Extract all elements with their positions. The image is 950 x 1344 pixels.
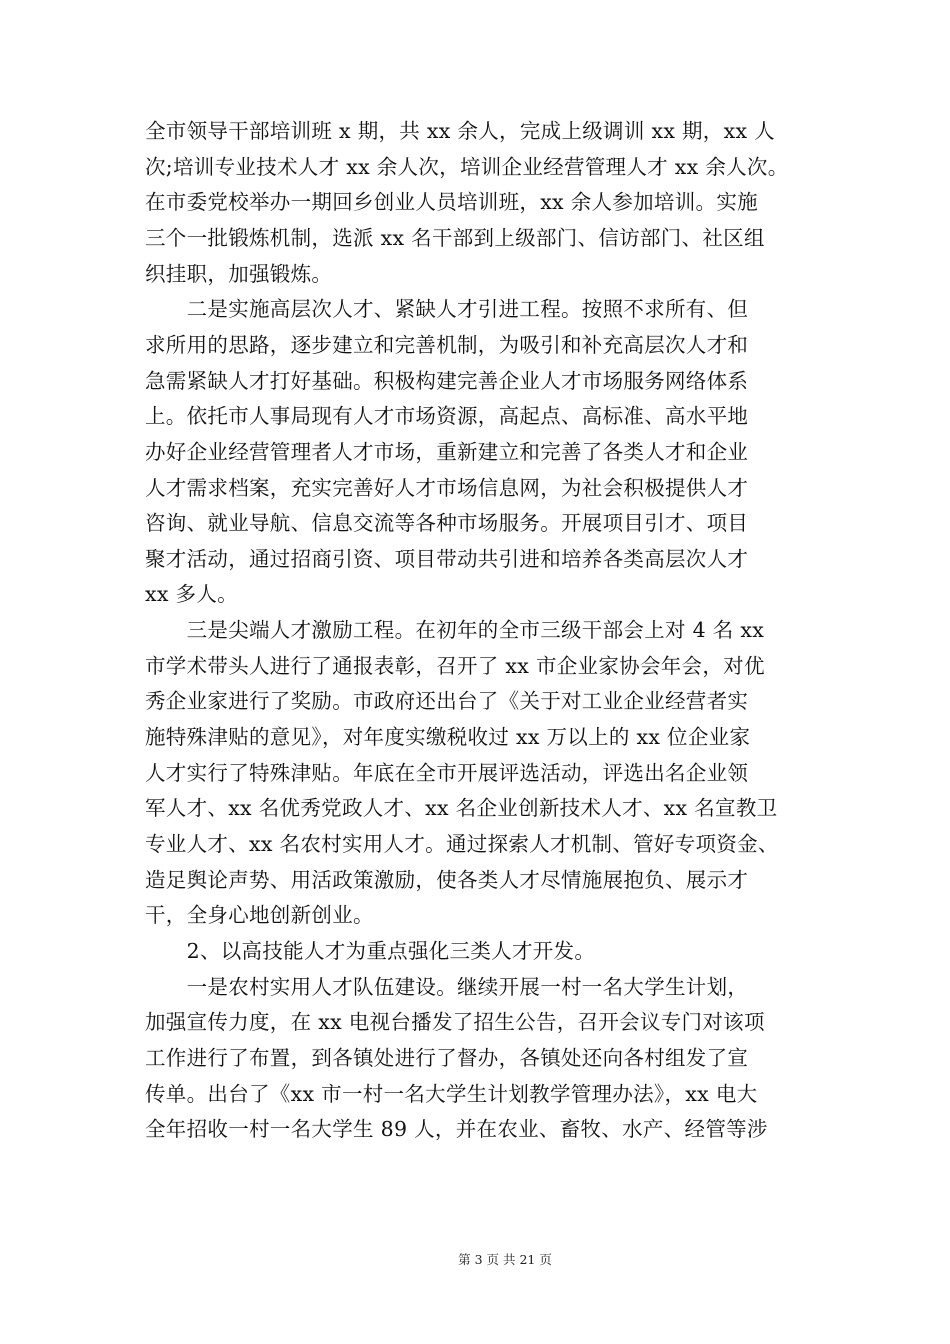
text-line: 人才实行了特殊津贴。年底在全市开展评选活动，评选出名企业领 (145, 761, 749, 785)
text-line: 专业人才、xx 名农村实用人才。通过探索人才机制、管好专项资金、 (145, 832, 779, 856)
text-line: 三是尖端人才激励工程。在初年的全市三级干部会上对 4 名 xx (145, 618, 765, 642)
text-line: 市学术带头人进行了通报表彰，召开了 xx 市企业家协会年会，对优 (145, 654, 765, 678)
text-line: 三个一批锻炼机制，选派 xx 名干部到上级部门、信访部门、社区组 (145, 226, 765, 250)
text-line: 2、以高技能人才为重点强化三类人才开发。 (145, 939, 596, 963)
text-line: 一是农村实用人才队伍建设。继续开展一村一名大学生计划， (145, 975, 749, 999)
text-line: 全市领导干部培训班 x 期，共 xx 余人，完成上级调训 xx 期，xx 人 (145, 119, 775, 143)
text-line: 全年招收一村一名大学生 89 人，并在农业、畜牧、水产、经管等涉 (145, 1117, 768, 1141)
text-line: 加强宣传力度，在 xx 电视台播发了招生公告，召开会议专门对该项 (145, 1010, 765, 1034)
text-line: 办好企业经营管理者人才市场，重新建立和完善了各类人才和企业 (145, 440, 749, 464)
text-line: xx 多人。 (145, 582, 238, 606)
text-line: 施特殊津贴的意见》，对年度实缴税收过 xx 万以上的 xx 位企业家 (145, 725, 751, 749)
text-line: 织挂职，加强锻炼。 (145, 262, 333, 286)
text-line: 急需紧缺人才打好基础。积极构建完善企业人才市场服务网络体系 (145, 369, 749, 393)
text-line: 咨询、就业导航、信息交流等各种市场服务。开展项目引才、项目 (145, 511, 749, 535)
text-line: 求所用的思路，逐步建立和完善机制，为吸引和补充高层次人才和 (145, 333, 749, 357)
text-line: 二是实施高层次人才、紧缺人才引进工程。按照不求所有、但 (145, 297, 749, 321)
text-line: 造足舆论声势、用活政策激励，使各类人才尽情施展抱负、展示才 (145, 868, 749, 892)
text-line: 人才需求档案，充实完善好人才市场信息网，为社会积极提供人才 (145, 476, 749, 500)
text-line: 上。依托市人事局现有人才市场资源，高起点、高标准、高水平地 (145, 404, 749, 428)
text-line: 传单。出台了《xx 市一村一名大学生计划教学管理办法》，xx 电大 (145, 1082, 758, 1106)
text-line: 次;培训专业技术人才 xx 余人次，培训企业经营管理人才 xx 余人次。 (145, 155, 789, 179)
text-line: 聚才活动，通过招商引资、项目带动共引进和培养各类高层次人才 (145, 547, 749, 571)
text-line: 工作进行了布置，到各镇处进行了督办，各镇处还向各村组发了宣 (145, 1046, 749, 1070)
page-footer: 第 3 页 共 21 页 (458, 1252, 552, 1267)
text-line: 干，全身心地创新创业。 (145, 903, 374, 927)
text-line: 在市委党校举办一期回乡创业人员培训班，xx 余人参加培训。实施 (145, 190, 758, 214)
text-line: 军人才、xx 名优秀党政人才、xx 名企业创新技术人才、xx 名宣教卫 (145, 796, 778, 820)
text-line: 秀企业家进行了奖励。市政府还出台了《关于对工业企业经营者实 (145, 689, 749, 713)
